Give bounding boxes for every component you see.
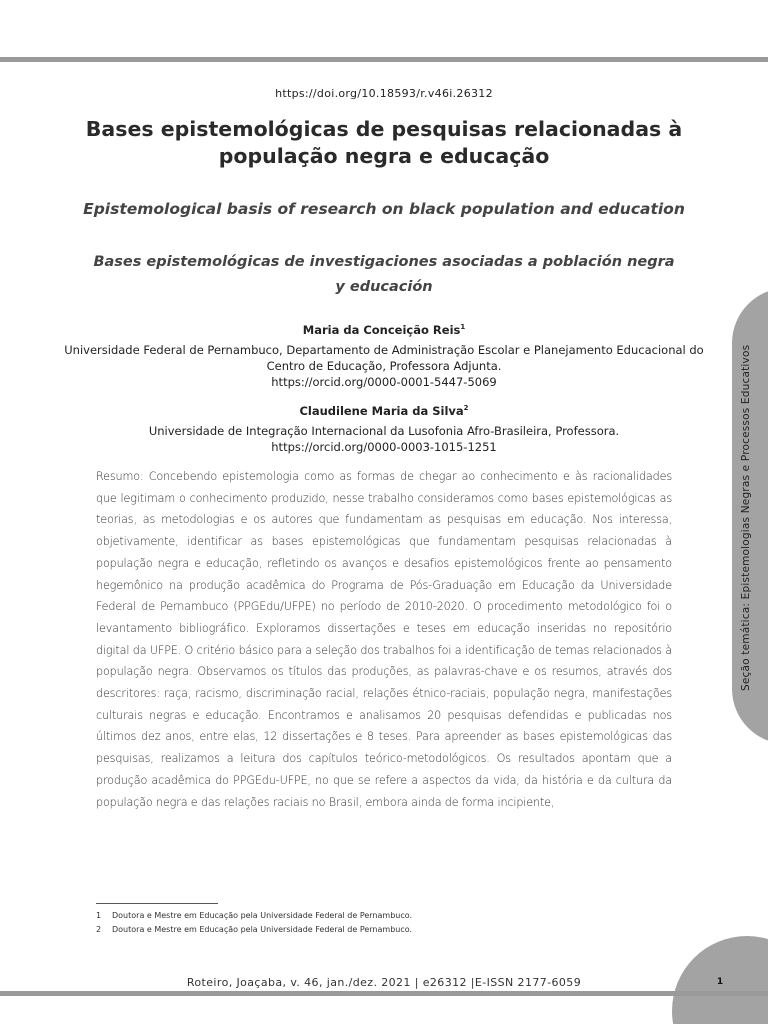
author-block-2 [60, 400, 708, 455]
author-name: Claudilene Maria da Silva$^2$ [299, 403, 469, 418]
footnote-text: Doutora e Mestre em Educação pela Universidade Federal de Pernambuco. [112, 911, 413, 920]
footer-citation: Roteiro, Joaçaba, v. 46, jan./dez. 2021 | e26312 |E-ISSN 2177-6059 [186, 976, 582, 989]
author-orcid-link[interactable]: https://orcid.org/0000-0003-1015-1251 [271, 439, 497, 454]
footnote-mark: 1 [460, 323, 466, 331]
footnote-number: 1 [96, 911, 102, 920]
author-affiliation: Universidade Federal de Pernambuco, Departamento de Administração Escolar e Planejamento Educacional do Centro de Educação, Professora Adjunta. [64, 342, 704, 373]
title-portuguese: Bases epistemológicas de pesquisas relacionadas à população negra e educação [85, 117, 683, 168]
author-affiliation: Universidade de Integração Internacional da Lusofonia Afro-Brasileira, Professora. [148, 423, 620, 438]
footnotes [96, 909, 412, 937]
footnote-number: 2 [96, 925, 102, 934]
doi-link[interactable]: https://doi.org/10.18593/r.v46i.26312 [275, 87, 493, 100]
title-english: Epistemological basis of research on black population and education [83, 200, 685, 218]
page-number: 1 [716, 977, 724, 987]
title-spanish: Bases epistemológicas de investigaciones asociadas a población negra y educación [93, 254, 675, 295]
author-block-1 [60, 319, 708, 390]
footnote-mark: 2 [463, 404, 469, 412]
footnote-divider [96, 903, 218, 904]
footnote-item [96, 923, 412, 937]
author-orcid-link[interactable]: https://orcid.org/0000-0001-5447-5069 [271, 374, 497, 389]
top-rule [0, 57, 768, 62]
bottom-rule [0, 991, 768, 996]
author-name: Maria da Conceição Reis$^1$ [302, 322, 466, 337]
abstract-text: Resumo: Concebendo epistemologia como as formas de chegar ao conhecimento e às racionalidades que legitimam o conhecimento produzido, nesse trabalho consideramos como bases epistemológicas as teorias, as metodologias e os autores que fundamentam as pesquisas em educação. Nos interessa, objetivamente, identificar as bases epistemológicas que fundamentam pesquisas relacionadas à população negra e educação, refletindo os avanços e desafios epistemológicos frente ao pensamento hegemônico na produção acadêmica do Programa de Pós-Graduação em Educação da Universidade Federal de Pernambuco (PPGEdu/UFPE) no período de 2010-2020. O procedimento metodológico foi o levantamento bibliográfico. Exploramos dissertações e teses em educação inseridas no repositório digital da UFPE. O critério básico para a seleção dos trabalhos foi a identificação de temas relacionados à população negra. Observamos os títulos das produções, as palavras-chave e os resumos, através dos descritores: raça, racismo, discriminação racial, relações étnico-raciais, população negra, manifestações culturais negras e educação. Encontramos e analisamos 20 pesquisas defendidas e publicadas nos últimos dez anos, entre elas, 12 dissertações e 8 teses. Para apreender as bases epistemológicas das pesquisas, realizamos a leitura dos capítulos teórico-metodológicos. Os resultados apontam que a produção acadêmica do PPGEdu-UFPE, no que se refere a aspectos da vida, da história e da cultura da população negra e das relações raciais no Brasil, embora ainda de forma incipiente, [96, 470, 672, 809]
section-side-label: Seção temática: Epistemologias Negras e Processos Educativos [740, 344, 752, 692]
footnote-item [96, 909, 412, 923]
footnote-text: Doutora e Mestre em Educação pela Universidade Federal de Pernambuco. [112, 925, 413, 934]
